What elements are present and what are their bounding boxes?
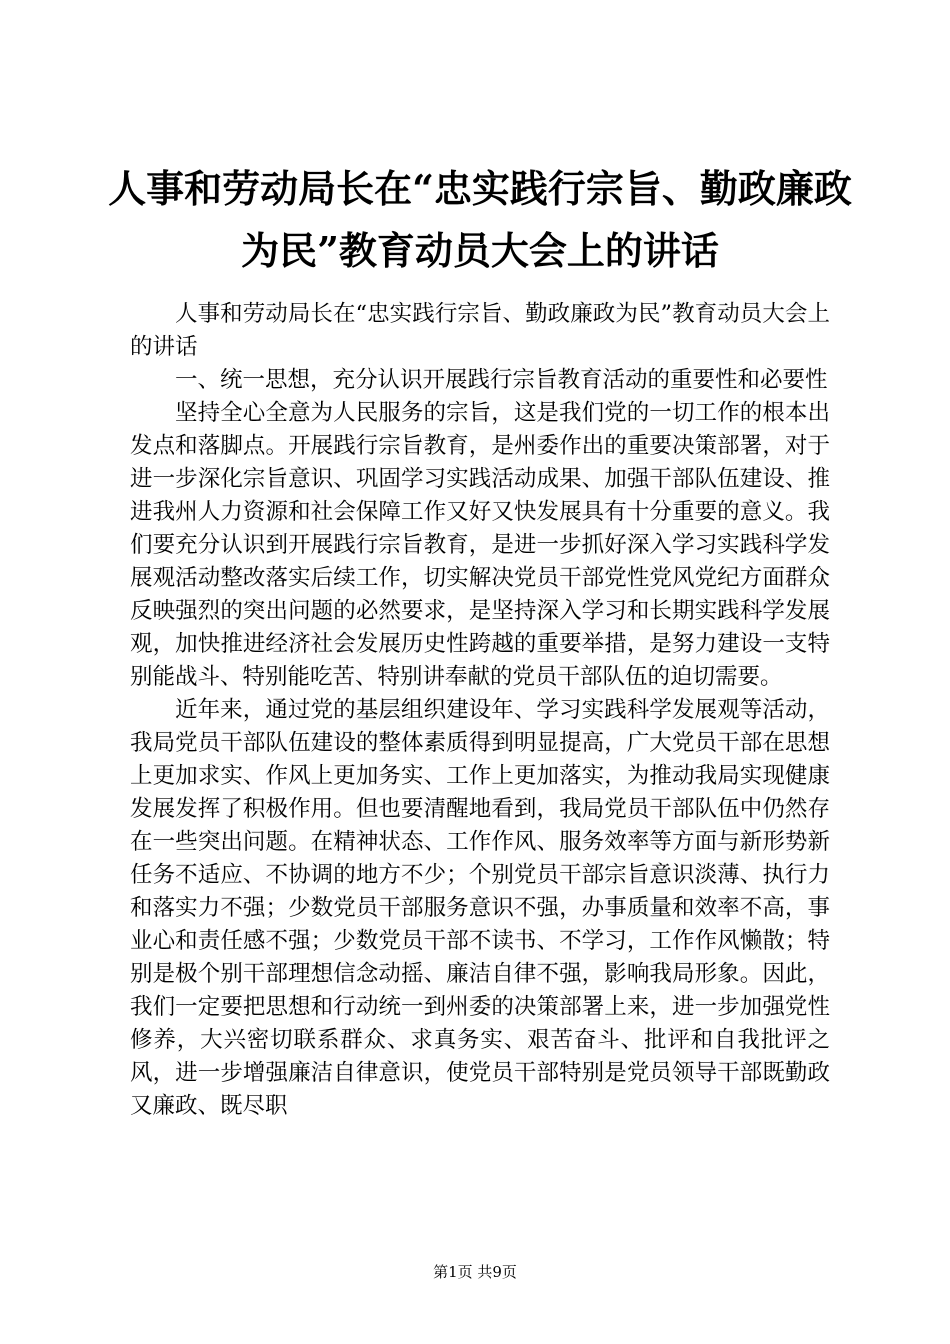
title-line-1: 人事和劳动局长在“忠实践行宗旨、勤政廉政	[108, 166, 852, 211]
page-footer: 第1页 共9页	[433, 1263, 517, 1281]
paragraph-body-2: 近年来，通过党的基层组织建设年、学习实践科学发展观等活动，我局党员干部队伍建设的整体素质得到明显提高，广大党员干部在思想上更加求实、作风上更加务实、工作上更加落实，为推动我局实现健康发展发挥了积极作用。但也要清醒地看到，我局党员干部队伍中仍然存在一些突出问题。在精神状态、工作作风、服务效率等方面与新形势新任务不适应、不协调的地方不少；个别党员干部宗旨意识淡薄、执行力和落实力不强；少数党员干部服务意识不强，办事质量和效率不高，事业心和责任感不强；少数党员干部不读书、不学习，工作作风懒散；特别是极个别干部理想信念动摇、廉洁自律不强，影响我局形象。因此，我们一定要把思想和行动统一到州委的决策部署上来，进一步加强党性修养，大兴密切联系群众、求真务实、艰苦奋斗、批评和自我批评之风，进一步增强廉洁自律意识，使党员干部特别是党员领导干部既勤政又廉政、既尽职	[130, 697, 830, 1119]
title-line-2: 为民”教育动员大会上的讲话	[241, 228, 719, 273]
paragraph-subtitle: 人事和劳动局长在“忠实践行宗旨、勤政廉政为民”教育动员大会上的讲话	[130, 301, 830, 360]
paragraph-body-1: 坚持全心全意为人民服务的宗旨，这是我们党的一切工作的根本出发点和落脚点。开展践行宗旨教育，是州委作出的重要决策部署，对于进一步深化宗旨意识、巩固学习实践活动成果、加强干部队伍建设、推进我州人力资源和社会保障工作又好又快发展具有十分重要的意义。我们要充分认识到开展践行宗旨教育，是进一步抓好深入学习实践科学发展观活动整改落实后续工作，切实解决党员干部党性党风党纪方面群众反映强烈的突出问题的必然要求，是坚持深入学习和长期实践科学发展观，加快推进经济社会发展历史性跨越的重要举措，是努力建设一支特别能战斗、特别能吃苦、特别讲奉献的党员干部队伍的迫切需要。	[130, 400, 830, 690]
paragraph-heading-1: 一、统一思想，充分认识开展践行宗旨教育活动的重要性和必要性	[175, 367, 828, 393]
document-title	[100, 158, 860, 282]
document-body	[130, 298, 830, 1123]
